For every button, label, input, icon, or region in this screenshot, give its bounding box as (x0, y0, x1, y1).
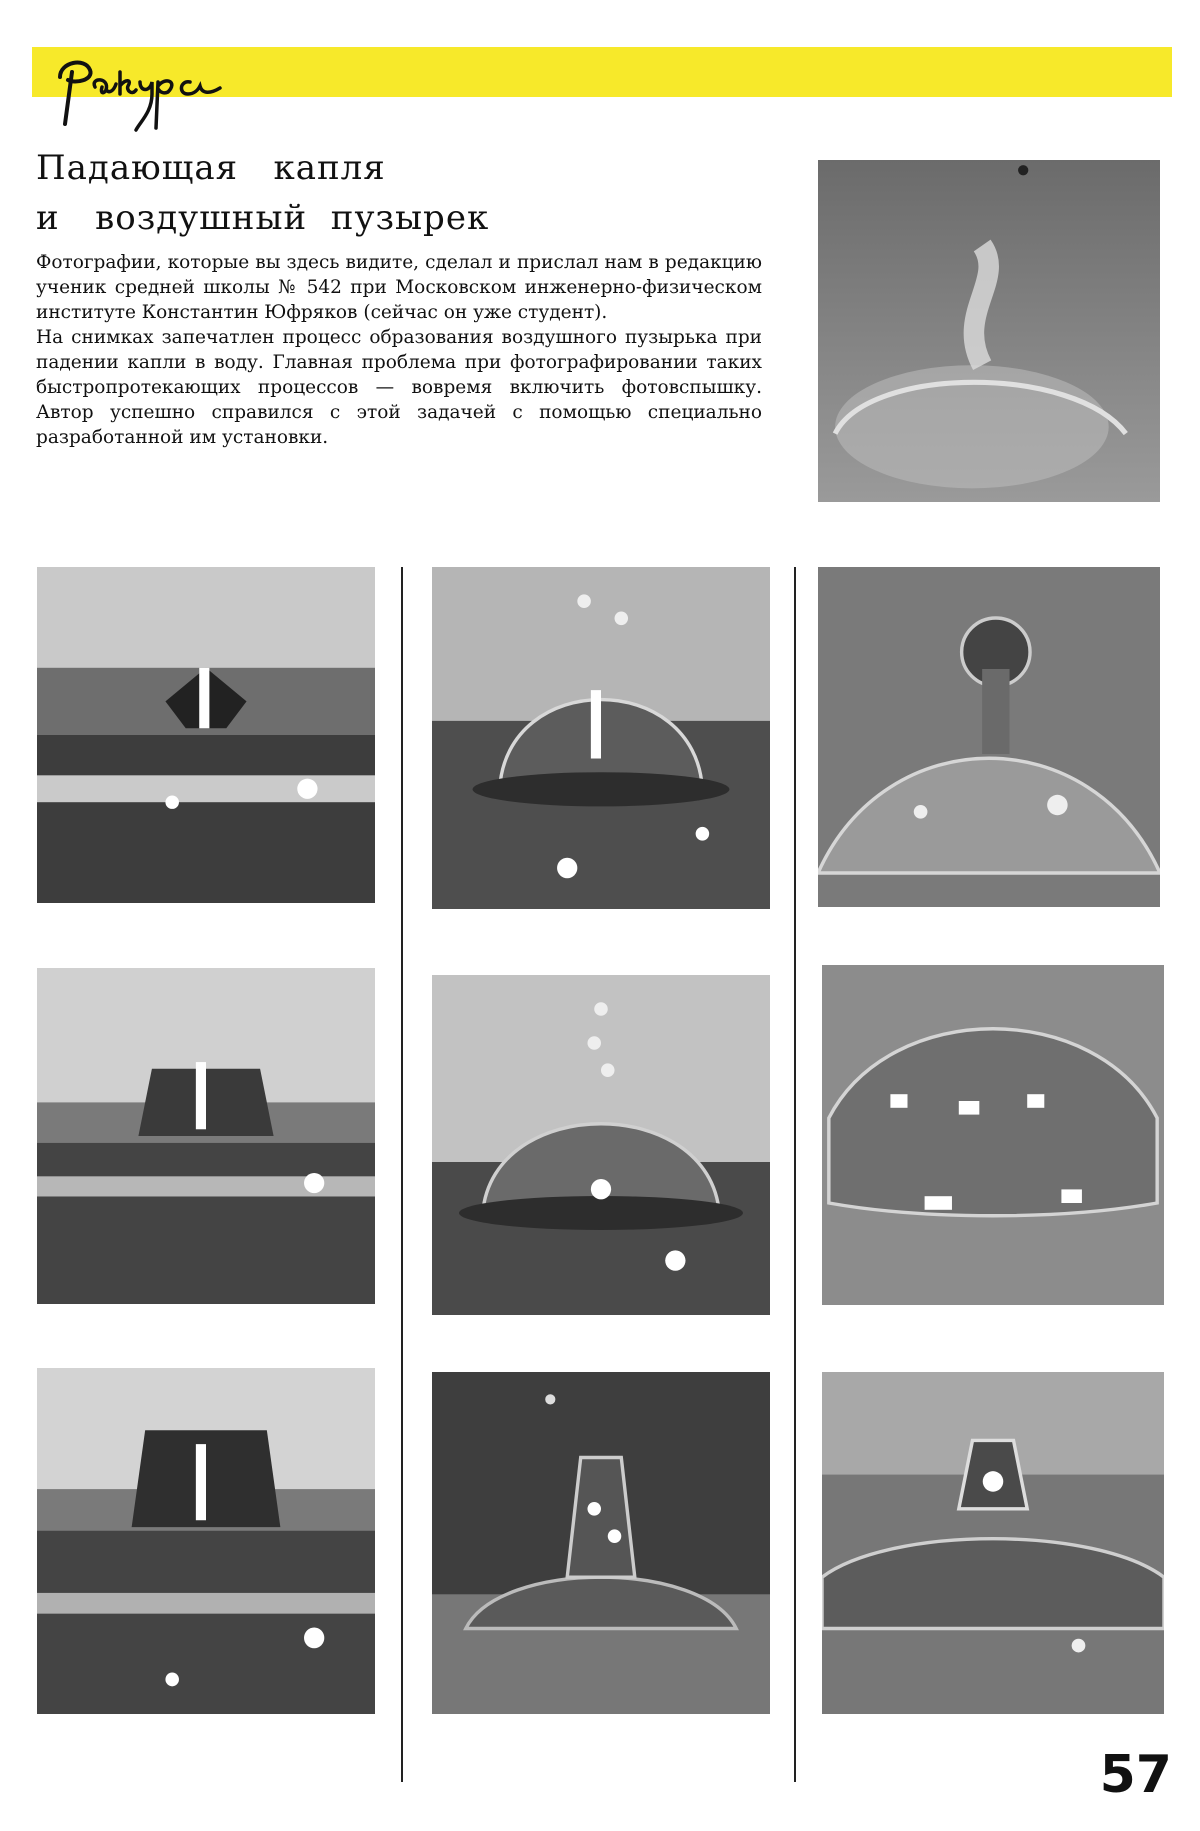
logo-script-mark (40, 32, 240, 132)
column-divider-right (794, 567, 796, 1782)
photo-dome-1 (432, 567, 770, 909)
photo-crown-1 (818, 567, 1160, 907)
photo-splash-1 (37, 567, 375, 903)
article-title-line-2: и воздушный пузырек (36, 198, 490, 238)
section-logo (40, 32, 240, 132)
page-number: 57 (1099, 1745, 1172, 1805)
photo-crown-2 (822, 965, 1164, 1305)
photo-splash-3 (37, 1368, 375, 1714)
article-paragraph-2: На снимках запечатлен процесс образования воздушного пузырька при падении капли в воду. Главная проблема при фотографировании таких быстропротекающих процессов — вовремя включить фотовспышку. Автор успешно справился с этой задачей с помощью специально разработанной им установки. (36, 327, 762, 448)
article-title-line-1: Падающая капля (36, 148, 386, 188)
photo-crown-3 (822, 1372, 1164, 1714)
article-body (36, 250, 762, 450)
column-divider-left (401, 567, 403, 1782)
article-paragraph-1: Фотографии, которые вы здесь видите, сделал и прислал нам в редакцию ученик средней школы № 542 при Московском инженерно-физическом институте Константин Юфряков (сейчас он уже студент). (36, 252, 762, 323)
photo-drop-column (818, 160, 1160, 502)
photo-dome-2 (432, 975, 770, 1315)
article-title (36, 143, 489, 243)
photo-dome-3 (432, 1372, 770, 1714)
photo-splash-2 (37, 968, 375, 1304)
